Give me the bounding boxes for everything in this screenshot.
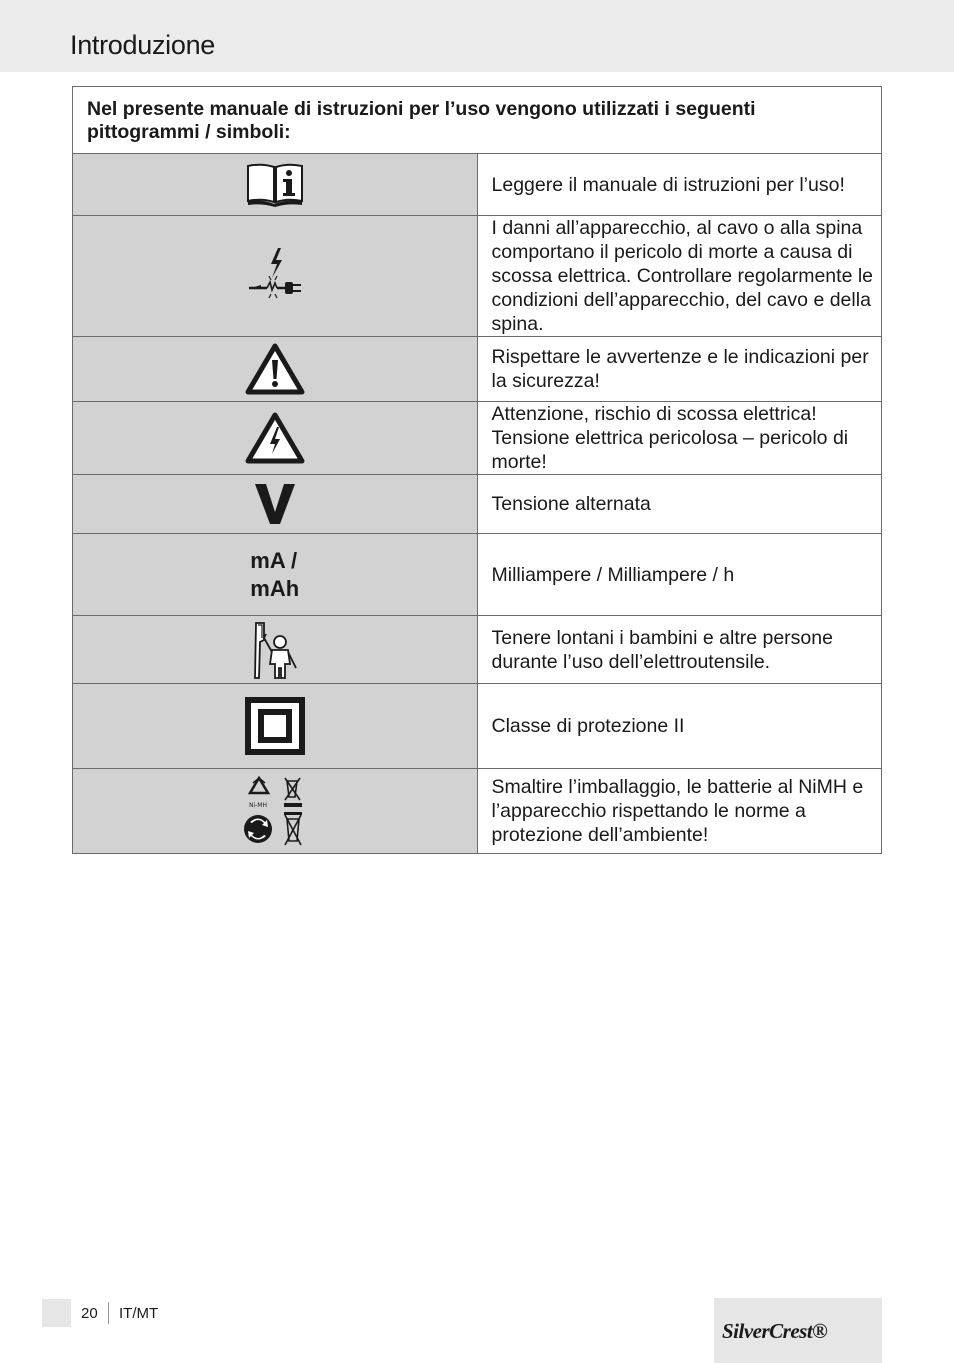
symbols-table bbox=[72, 86, 882, 854]
table-heading-row bbox=[73, 87, 882, 154]
table-row bbox=[73, 616, 882, 684]
table-heading: Nel presente manuale di istruzioni per l’uso vengono utilizzati i seguenti pittogrammi / simboli: bbox=[73, 87, 882, 154]
row-description: Leggere il manuale di istruzioni per l’uso! bbox=[477, 154, 882, 216]
table-row bbox=[73, 475, 882, 534]
milliampere-icon bbox=[250, 547, 299, 603]
row-description: Tensione alternata bbox=[477, 475, 882, 534]
read-manual-icon bbox=[245, 162, 305, 208]
page-title: Introduzione bbox=[70, 30, 216, 60]
row-description: Rispettare le avvertenze e le indicazioni per la sicurezza! bbox=[477, 337, 882, 402]
row-description: Classe di protezione II bbox=[477, 684, 882, 769]
milliampere-symbol-line1: mA / bbox=[250, 547, 298, 573]
protection-class-ii-icon bbox=[245, 697, 305, 755]
table-row bbox=[73, 402, 882, 475]
electric-shock-warning-icon bbox=[245, 412, 305, 464]
brand-logo: SilverCrest® bbox=[722, 1319, 828, 1343]
nimh-label: Ni-MH bbox=[248, 802, 267, 809]
table-row bbox=[73, 154, 882, 216]
row-description: Tenere lontani i bambini e altre persone durante l’uso dell’elettroutensile. bbox=[477, 616, 882, 684]
table-row bbox=[73, 534, 882, 616]
table-row bbox=[73, 769, 882, 854]
row-description: Milliampere / Milliampere / h bbox=[477, 534, 882, 616]
keep-children-away-icon bbox=[250, 620, 300, 680]
table-row bbox=[73, 337, 882, 402]
row-description: Attenzione, rischio di scossa elettrica! Tensione elettrica pericolosa – pericolo di morte! bbox=[477, 402, 882, 475]
page-number: 20 bbox=[81, 1305, 98, 1322]
alternating-voltage-icon bbox=[253, 482, 297, 526]
language-code: IT/MT bbox=[119, 1305, 159, 1322]
damaged-cable-icon bbox=[245, 246, 305, 306]
milliampere-symbol-line2: mAh bbox=[250, 575, 300, 601]
footer-divider bbox=[108, 1302, 109, 1324]
table-row bbox=[73, 216, 882, 337]
row-description: I danni all’apparecchio, al cavo o alla spina comportano il pericolo di morte a causa di scossa elettrica. Controllare regolarmente le condizioni dell’apparecchio, del cavo e della spina. bbox=[477, 216, 882, 337]
table-row bbox=[73, 684, 882, 769]
warning-icon bbox=[245, 343, 305, 395]
disposal-icon bbox=[243, 775, 307, 847]
row-description: Smaltire l’imballaggio, le batterie al NiMH e l’apparecchio rispettando le norme a protezione dell’ambiente! bbox=[477, 769, 882, 854]
footer-page-marker bbox=[42, 1299, 71, 1327]
